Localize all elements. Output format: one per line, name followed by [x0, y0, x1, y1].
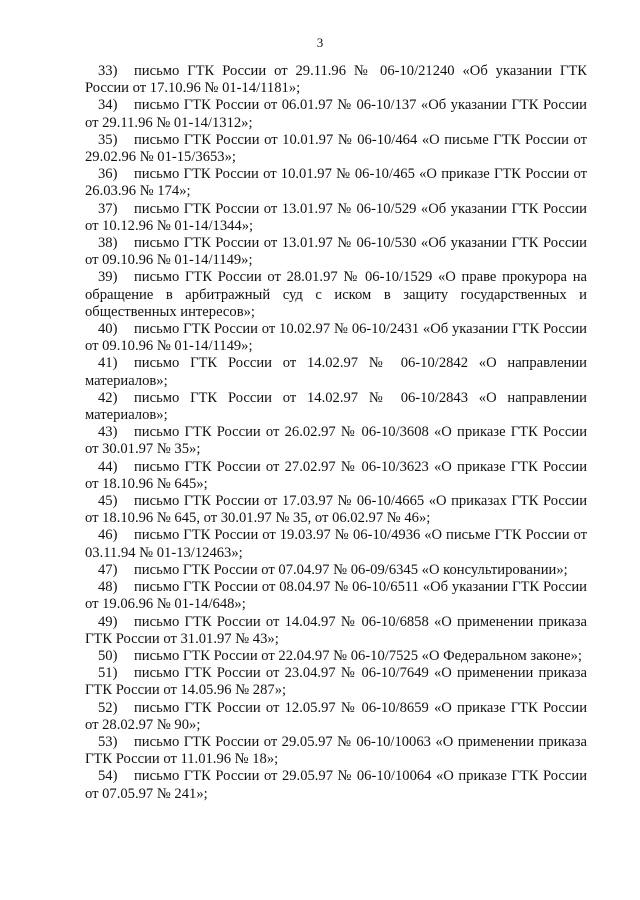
item-text: письмо ГТК России от 28.01.97 № 06-10/1529 «О праве прокурора на обращение в арбитражный суд с иском в защиту государственных и общественных интересов»;: [85, 269, 587, 320]
list-item: [85, 355, 587, 389]
list-item: [85, 527, 587, 561]
item-number: 36): [98, 166, 118, 183]
item-number: 49): [98, 613, 118, 630]
list-item: [85, 235, 587, 269]
page-number: 3: [316, 35, 324, 50]
item-number: 34): [98, 97, 118, 114]
list-item: [85, 614, 587, 648]
item-text: письмо ГТК России от 14.02.97 № 06-10/2842 «О направлении материалов»;: [85, 355, 587, 389]
item-text: письмо ГТК России от 13.01.97 № 06-10/529 «Об указании ГТК России от 10.12.96 № 01-14/1344»;: [85, 200, 587, 234]
item-text: письмо ГТК России от 19.03.97 № 06-10/4936 «О письме ГТК России от 03.11.94 № 01-13/12463»;: [85, 527, 587, 561]
item-text: письмо ГТК России от 29.05.97 № 06-10/10063 «О применении приказа ГТК России от 11.01.96 № 18»;: [85, 733, 587, 768]
list-item: [85, 201, 587, 235]
list-item: [85, 493, 587, 527]
item-number: 46): [98, 527, 118, 544]
item-number: 44): [98, 458, 118, 475]
item-number: 51): [98, 665, 118, 682]
list-item: [85, 579, 587, 613]
list-item: [85, 390, 587, 424]
item-number: 52): [98, 699, 118, 716]
item-text: письмо ГТК России от 14.04.97 № 06-10/6858 «О применении приказа ГТК России от 31.01.97 № 43»;: [85, 613, 587, 647]
item-text: письмо ГТК России от 27.02.97 № 06-10/3623 «О приказе ГТК России от 18.10.96 № 645»;: [85, 458, 587, 492]
item-text: письмо ГТК России от 10.01.97 № 06-10/464 «О письме ГТК России от 29.02.96 № 01-15/3653»;: [85, 131, 587, 166]
list-item: [85, 665, 587, 699]
item-number: 38): [98, 235, 118, 252]
list-item: [85, 562, 587, 579]
item-text: письмо ГТК России от 13.01.97 № 06-10/530 «Об указании ГТК России от 09.10.96 № 01-14/1149»;: [85, 235, 587, 269]
item-number: 42): [98, 389, 118, 406]
item-number: 43): [98, 424, 118, 441]
item-text: письмо ГТК России от 23.04.97 № 06-10/7649 «О применении приказа ГТК России от 14.05.96 № 287»;: [85, 665, 587, 699]
item-text: письмо ГТК России от 12.05.97 № 06-10/8659 «О приказе ГТК России от 28.02.97 № 90»;: [85, 699, 587, 733]
item-text: письмо ГТК России от 26.02.97 № 06-10/3608 «О приказе ГТК России от 30.01.97 № 35»;: [85, 424, 587, 458]
item-number: 45): [98, 493, 118, 510]
item-number: 54): [98, 768, 118, 785]
list-item: [85, 700, 587, 734]
item-number: 47): [98, 561, 118, 578]
list-item: [85, 459, 587, 493]
item-number: 53): [98, 733, 118, 750]
list-item: [85, 734, 587, 768]
item-text: письмо ГТК России от 29.05.97 № 06-10/10064 «О приказе ГТК России от 07.05.97 № 241»;: [85, 768, 587, 802]
item-number: 33): [98, 63, 118, 79]
list-item: [85, 269, 587, 321]
list-item: [85, 166, 587, 200]
item-text: письмо ГТК России от 14.02.97 № 06-10/2843 «О направлении материалов»;: [85, 389, 587, 424]
item-text: письмо ГТК России от 08.04.97 № 06-10/6511 «Об указании ГТК России от 19.06.96 № 01-14/648»;: [85, 579, 587, 613]
list-item: [85, 424, 587, 458]
document-list: [85, 63, 587, 803]
item-text: письмо ГТК России от 10.02.97 № 06-10/2431 «Об указании ГТК России от 09.10.96 № 01-14/1149»;: [85, 321, 587, 355]
item-text: письмо ГТК России от 22.04.97 № 06-10/7525 «О Федеральном законе»;: [134, 647, 582, 664]
item-text: письмо ГТК России от 06.01.97 № 06-10/137 «Об указании ГТК России от 29.11.96 № 01-14/1312»;: [85, 97, 587, 131]
item-number: 37): [98, 200, 118, 217]
item-number: 41): [98, 355, 118, 372]
item-text: письмо ГТК России от 17.03.97 № 06-10/4665 «О приказах ГТК России от 18.10.96 № 645, от 30.01.97 № 35, от 06.02.97 № 46»;: [85, 493, 587, 527]
list-item: [85, 63, 587, 97]
item-text: письмо ГТК России от 29.11.96 № 06-10/21240 «Об указании ГТК России от 17.10.96 № 01-14/1181»;: [85, 63, 587, 97]
list-item: [85, 648, 587, 665]
list-item: [85, 132, 587, 166]
item-number: 35): [98, 131, 118, 148]
item-number: 50): [98, 647, 118, 664]
list-item: [85, 768, 587, 802]
item-number: 48): [98, 579, 118, 596]
item-number: 39): [98, 269, 118, 286]
list-item: [85, 321, 587, 355]
item-text: письмо ГТК России от 10.01.97 № 06-10/465 «О приказе ГТК России от 26.03.96 № 174»;: [85, 166, 587, 200]
item-text: письмо ГТК России от 07.04.97 № 06-09/6345 «О консультировании»;: [134, 561, 568, 578]
list-item: [85, 97, 587, 131]
item-number: 40): [98, 321, 118, 338]
